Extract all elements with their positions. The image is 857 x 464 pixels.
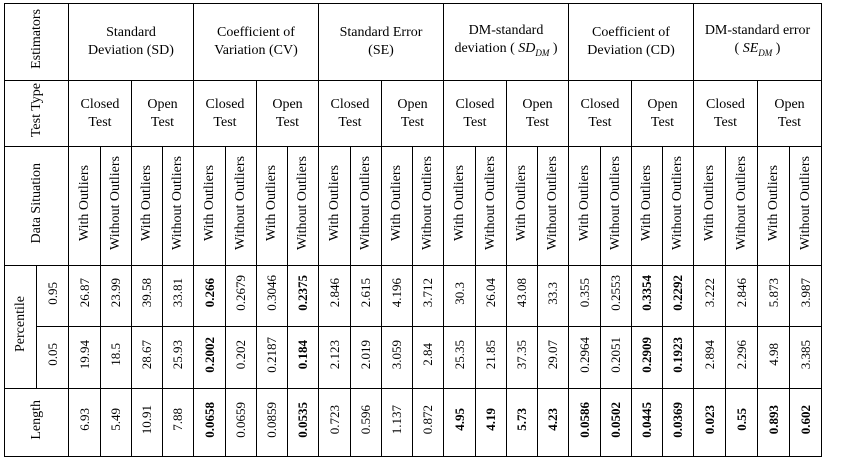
situation-without-cell xyxy=(163,147,194,266)
estimator-cv xyxy=(194,4,319,81)
test-type-open: Open Test xyxy=(397,96,428,130)
p05-value-cell xyxy=(101,327,132,389)
test-type-closed: Closed Test xyxy=(706,96,745,130)
p95-value: 2.615 xyxy=(358,278,373,308)
situation-without-cell xyxy=(351,147,382,266)
situation-without-cell xyxy=(663,147,694,266)
p05-value: 2.296 xyxy=(733,339,749,370)
p95-value-cell xyxy=(569,266,601,327)
situation-with-outliers: With Outliers xyxy=(389,164,404,242)
situation-without-outliers: Without Outliers xyxy=(233,156,248,250)
estimator-sd xyxy=(69,4,194,81)
length-value: 0.55 xyxy=(733,408,749,431)
situation-without-outliers: Without Outliers xyxy=(483,156,498,250)
p95-value-cell xyxy=(758,266,790,327)
length-value-cell xyxy=(663,389,694,457)
length-value: 0.723 xyxy=(326,404,342,435)
length-value-cell xyxy=(538,389,569,457)
p05-value-cell xyxy=(351,327,382,389)
estimator-se xyxy=(319,4,444,81)
situation-without-outliers: Without Outliers xyxy=(797,156,813,250)
length-value-cell xyxy=(132,389,163,457)
test-type-open-cell xyxy=(257,81,319,147)
situation-with-outliers: With Outliers xyxy=(451,164,467,242)
p05-value-cell xyxy=(257,327,288,389)
p05-value: 18.5 xyxy=(108,343,123,366)
length-value: 0.023 xyxy=(701,404,717,435)
p05-value-cell xyxy=(132,327,163,389)
p05-value: 0.2187 xyxy=(264,336,279,373)
p05-value-cell xyxy=(694,327,726,389)
p05-label-cell xyxy=(37,327,69,389)
p95-label: 0.95 xyxy=(44,281,60,305)
p05-label: 0.05 xyxy=(44,343,60,366)
estimator-sd-line2: Deviation (SD) xyxy=(88,43,174,58)
p95-value-cell xyxy=(257,266,288,327)
p95-value: 4.196 xyxy=(389,278,404,308)
length-value: 0.602 xyxy=(797,404,813,435)
length-value: 0.596 xyxy=(358,404,373,435)
situation-with-outliers: With Outliers xyxy=(326,164,342,242)
length-value: 6.93 xyxy=(76,408,92,431)
p05-value-cell xyxy=(163,327,194,389)
length-value-cell xyxy=(726,389,758,457)
p05-value: 2.84 xyxy=(420,343,435,366)
p05-value: 0.1923 xyxy=(670,336,685,373)
p05-value: 0.2909 xyxy=(639,336,654,373)
estimator-sddm xyxy=(444,4,569,81)
test-type-open-cell xyxy=(758,81,822,147)
length-value-cell xyxy=(194,389,226,457)
test-type-open: Open Test xyxy=(147,96,178,130)
p95-value-cell xyxy=(382,266,413,327)
p05-value-cell xyxy=(476,327,507,389)
length-value: 0.872 xyxy=(420,404,435,435)
situation-without-outliers: Without Outliers xyxy=(358,156,373,250)
estimators-label: Estimators xyxy=(28,9,44,69)
length-value: 0.0445 xyxy=(639,401,654,438)
situation-with-cell xyxy=(194,147,226,266)
p05-value-cell xyxy=(226,327,257,389)
percentile-label: Percentile xyxy=(12,296,28,352)
length-value-cell xyxy=(569,389,601,457)
length-value: 1.137 xyxy=(389,404,404,435)
p95-value: 43.08 xyxy=(514,278,529,308)
situation-without-outliers: Without Outliers xyxy=(108,156,123,250)
p05-value-cell xyxy=(413,327,444,389)
p05-value: 21.85 xyxy=(483,339,498,370)
p95-value: 0.266 xyxy=(201,278,217,308)
test-type-closed: Closed Test xyxy=(455,96,495,130)
estimator-sd-line1: Standard xyxy=(106,25,156,40)
p95-value-cell xyxy=(444,266,476,327)
p95-value: 0.2375 xyxy=(295,275,310,311)
estimator-sddm-symbol: SD xyxy=(518,41,536,57)
p95-value-cell xyxy=(726,266,758,327)
estimator-sedm-pre: ( xyxy=(734,41,743,57)
situation-with-outliers: With Outliers xyxy=(639,164,654,242)
p95-value-cell xyxy=(507,266,538,327)
p95-value-cell xyxy=(132,266,163,327)
length-value-cell xyxy=(758,389,790,457)
p95-value: 0.2679 xyxy=(233,275,248,311)
length-value: 0.0659 xyxy=(233,401,248,438)
length-value-cell xyxy=(382,389,413,457)
length-value-cell xyxy=(507,389,538,457)
test-type-open-cell xyxy=(382,81,444,147)
situation-without-cell xyxy=(288,147,319,266)
situation-with-cell xyxy=(694,147,726,266)
p05-value-cell xyxy=(538,327,569,389)
length-value-cell xyxy=(476,389,507,457)
situation-without-cell xyxy=(538,147,569,266)
p05-value-cell xyxy=(790,327,822,389)
estimator-sddm-subscript: DM xyxy=(535,47,550,58)
estimator-sedm-post: ) xyxy=(772,41,781,57)
p95-value: 39.58 xyxy=(139,278,154,308)
situation-without-outliers: Without Outliers xyxy=(670,156,685,250)
estimator-cv-line2: Variation (CV) xyxy=(214,43,298,58)
length-value: 7.88 xyxy=(170,408,185,431)
p95-value-cell xyxy=(101,266,132,327)
situation-with-cell xyxy=(444,147,476,266)
situation-without-cell xyxy=(726,147,758,266)
test-type-open-cell xyxy=(507,81,569,147)
p95-value-cell xyxy=(163,266,194,327)
estimator-sedm-line1: DM-standard error xyxy=(704,23,811,39)
test-type-open: Open Test xyxy=(272,96,303,130)
p95-value: 0.3046 xyxy=(264,275,279,311)
p95-value: 3.987 xyxy=(797,278,813,308)
p95-value: 23.99 xyxy=(108,278,123,308)
p05-value: 2.123 xyxy=(326,339,342,370)
situation-with-cell xyxy=(382,147,413,266)
p95-value-cell xyxy=(319,266,351,327)
situation-with-cell xyxy=(758,147,790,266)
situation-with-cell xyxy=(569,147,601,266)
p05-value-cell xyxy=(663,327,694,389)
length-value: 0.0502 xyxy=(608,401,623,438)
p95-value: 0.2553 xyxy=(608,275,623,311)
p05-value-cell xyxy=(319,327,351,389)
p95-value-cell xyxy=(663,266,694,327)
p95-value-cell xyxy=(790,266,822,327)
test-type-closed-cell xyxy=(194,81,257,147)
test-type-closed-cell xyxy=(444,81,507,147)
length-value-cell xyxy=(601,389,632,457)
situation-with-outliers: With Outliers xyxy=(701,164,717,242)
situation-without-outliers: Without Outliers xyxy=(545,156,560,250)
length-value: 4.19 xyxy=(483,408,498,431)
p95-value-cell xyxy=(601,266,632,327)
estimator-sedm xyxy=(694,4,822,81)
test-type-closed: Closed Test xyxy=(580,96,620,130)
length-value: 0.0586 xyxy=(576,401,592,438)
estimator-se-line2: (SE) xyxy=(368,43,394,58)
p95-value: 26.04 xyxy=(483,278,498,308)
situation-with-cell xyxy=(132,147,163,266)
situation-without-outliers: Without Outliers xyxy=(420,156,435,250)
p05-value-cell xyxy=(382,327,413,389)
situation-with-cell xyxy=(257,147,288,266)
test-type-open-cell xyxy=(132,81,194,147)
situation-with-outliers: With Outliers xyxy=(264,164,279,242)
p95-value: 33.81 xyxy=(170,278,185,308)
estimators-comparison-table xyxy=(4,3,822,457)
length-value: 0.0859 xyxy=(264,401,279,438)
p05-value: 29.07 xyxy=(545,339,560,370)
estimator-cd-line1: Coefficient of xyxy=(592,25,670,40)
p95-value-cell xyxy=(413,266,444,327)
length-value: 4.95 xyxy=(451,408,467,431)
length-value: 0.0658 xyxy=(201,401,217,438)
situation-with-cell xyxy=(319,147,351,266)
p05-value: 0.184 xyxy=(295,339,310,370)
estimator-cd xyxy=(569,4,694,81)
length-value-cell xyxy=(351,389,382,457)
p05-value-cell xyxy=(288,327,319,389)
p95-value: 33.3 xyxy=(545,281,560,305)
estimator-cv-line1: Coefficient of xyxy=(217,25,295,40)
length-value: 5.49 xyxy=(108,408,123,431)
situation-without-outliers: Without Outliers xyxy=(733,156,749,250)
situation-without-outliers: Without Outliers xyxy=(295,156,310,250)
length-value-cell xyxy=(790,389,822,457)
p95-value: 3.222 xyxy=(701,278,717,308)
situation-with-outliers: With Outliers xyxy=(139,164,154,242)
p95-value: 5.873 xyxy=(765,278,781,308)
situation-without-cell xyxy=(476,147,507,266)
length-value-cell xyxy=(444,389,476,457)
p05-value: 0.2964 xyxy=(576,336,592,373)
test-type-open-cell xyxy=(632,81,694,147)
percentile-header-cell xyxy=(5,266,37,389)
length-value-cell xyxy=(101,389,132,457)
length-value: 0.0535 xyxy=(295,401,310,438)
p05-value-cell xyxy=(601,327,632,389)
length-value-cell xyxy=(69,389,101,457)
p95-value-cell xyxy=(69,266,101,327)
situation-without-cell xyxy=(226,147,257,266)
test-type-closed: Closed Test xyxy=(205,96,245,130)
p05-value-cell xyxy=(194,327,226,389)
test-type-closed-cell xyxy=(694,81,758,147)
length-value-cell xyxy=(694,389,726,457)
length-value-cell xyxy=(319,389,351,457)
length-value: 10.91 xyxy=(139,404,154,435)
length-value: 4.23 xyxy=(545,408,560,431)
situation-with-cell xyxy=(632,147,663,266)
situation-without-cell xyxy=(601,147,632,266)
situation-without-cell xyxy=(101,147,132,266)
p05-value: 3.385 xyxy=(797,339,813,370)
situation-with-outliers: With Outliers xyxy=(765,164,781,242)
length-value: 0.0369 xyxy=(670,401,685,438)
p95-value-cell xyxy=(476,266,507,327)
estimator-se-line1: Standard Error xyxy=(339,25,423,40)
p95-value: 0.3354 xyxy=(639,275,654,311)
data-situation-label: Data Situation xyxy=(28,162,44,244)
p95-value-cell xyxy=(351,266,382,327)
estimator-sddm-post: ) xyxy=(549,41,558,57)
length-value: 5.73 xyxy=(514,408,529,431)
situation-with-cell xyxy=(507,147,538,266)
p05-value-cell xyxy=(569,327,601,389)
p95-value: 26.87 xyxy=(76,278,92,308)
situation-without-outliers: Without Outliers xyxy=(170,156,185,250)
length-label: Length xyxy=(28,399,44,440)
p05-value-cell xyxy=(726,327,758,389)
test-type-closed-cell xyxy=(69,81,132,147)
test-type-closed-cell xyxy=(569,81,632,147)
estimators-header-cell xyxy=(5,4,69,81)
test-type-closed: Closed Test xyxy=(330,96,370,130)
p95-value: 30.3 xyxy=(451,281,467,305)
situation-with-outliers: With Outliers xyxy=(576,164,592,242)
p05-value: 19.94 xyxy=(76,339,92,370)
length-value-cell xyxy=(257,389,288,457)
p95-value-cell xyxy=(538,266,569,327)
test-type-open: Open Test xyxy=(774,96,805,130)
p95-value: 2.846 xyxy=(326,278,342,308)
test-type-label: Test Type xyxy=(28,83,44,138)
p05-value: 0.2051 xyxy=(608,336,623,373)
p95-value-cell xyxy=(226,266,257,327)
p95-value-cell xyxy=(694,266,726,327)
p05-value-cell xyxy=(507,327,538,389)
p95-value: 2.846 xyxy=(733,278,749,308)
p05-value-cell xyxy=(632,327,663,389)
p95-value: 3.712 xyxy=(420,278,435,308)
p05-value: 2.894 xyxy=(701,339,717,370)
situation-with-cell xyxy=(69,147,101,266)
estimator-sddm-pre: deviation ( xyxy=(454,41,519,57)
situation-without-cell xyxy=(413,147,444,266)
p05-value-cell xyxy=(69,327,101,389)
p05-value: 25.35 xyxy=(451,339,467,370)
p95-value: 0.355 xyxy=(576,278,592,308)
test-type-closed-cell xyxy=(319,81,382,147)
p05-value: 4.98 xyxy=(765,343,781,366)
p05-value: 37.35 xyxy=(514,339,529,370)
p05-value: 28.67 xyxy=(139,339,154,370)
estimator-sedm-subscript: DM xyxy=(758,47,773,58)
test-type-header-cell xyxy=(5,81,69,147)
test-type-open: Open Test xyxy=(522,96,553,130)
test-type-closed: Closed Test xyxy=(80,96,120,130)
estimator-cd-line2: Deviation (CD) xyxy=(587,43,675,58)
length-value-cell xyxy=(632,389,663,457)
length-value-cell xyxy=(226,389,257,457)
p05-value: 2.019 xyxy=(358,339,373,370)
data-situation-header-cell xyxy=(5,147,69,266)
p05-value-cell xyxy=(758,327,790,389)
p95-value-cell xyxy=(288,266,319,327)
p05-value: 25.93 xyxy=(170,339,185,370)
length-header-cell xyxy=(5,389,69,457)
length-value: 0.893 xyxy=(765,404,781,435)
situation-without-outliers: Without Outliers xyxy=(608,156,623,250)
length-value-cell xyxy=(288,389,319,457)
situation-with-outliers: With Outliers xyxy=(76,164,92,242)
length-value-cell xyxy=(413,389,444,457)
test-type-open: Open Test xyxy=(647,96,678,130)
estimator-sedm-symbol: SE xyxy=(742,41,759,57)
situation-with-outliers: With Outliers xyxy=(514,164,529,242)
estimator-sddm-line1: DM-standard xyxy=(468,23,544,39)
p05-value: 0.202 xyxy=(233,339,248,370)
situation-without-cell xyxy=(790,147,822,266)
p05-value: 3.059 xyxy=(389,339,404,370)
p05-value: 0.2002 xyxy=(201,336,217,373)
situation-with-outliers: With Outliers xyxy=(201,164,217,242)
p95-value: 0.2292 xyxy=(670,275,685,311)
p95-value-cell xyxy=(194,266,226,327)
p95-label-cell xyxy=(37,266,69,327)
length-value-cell xyxy=(163,389,194,457)
p95-value-cell xyxy=(632,266,663,327)
p05-value-cell xyxy=(444,327,476,389)
